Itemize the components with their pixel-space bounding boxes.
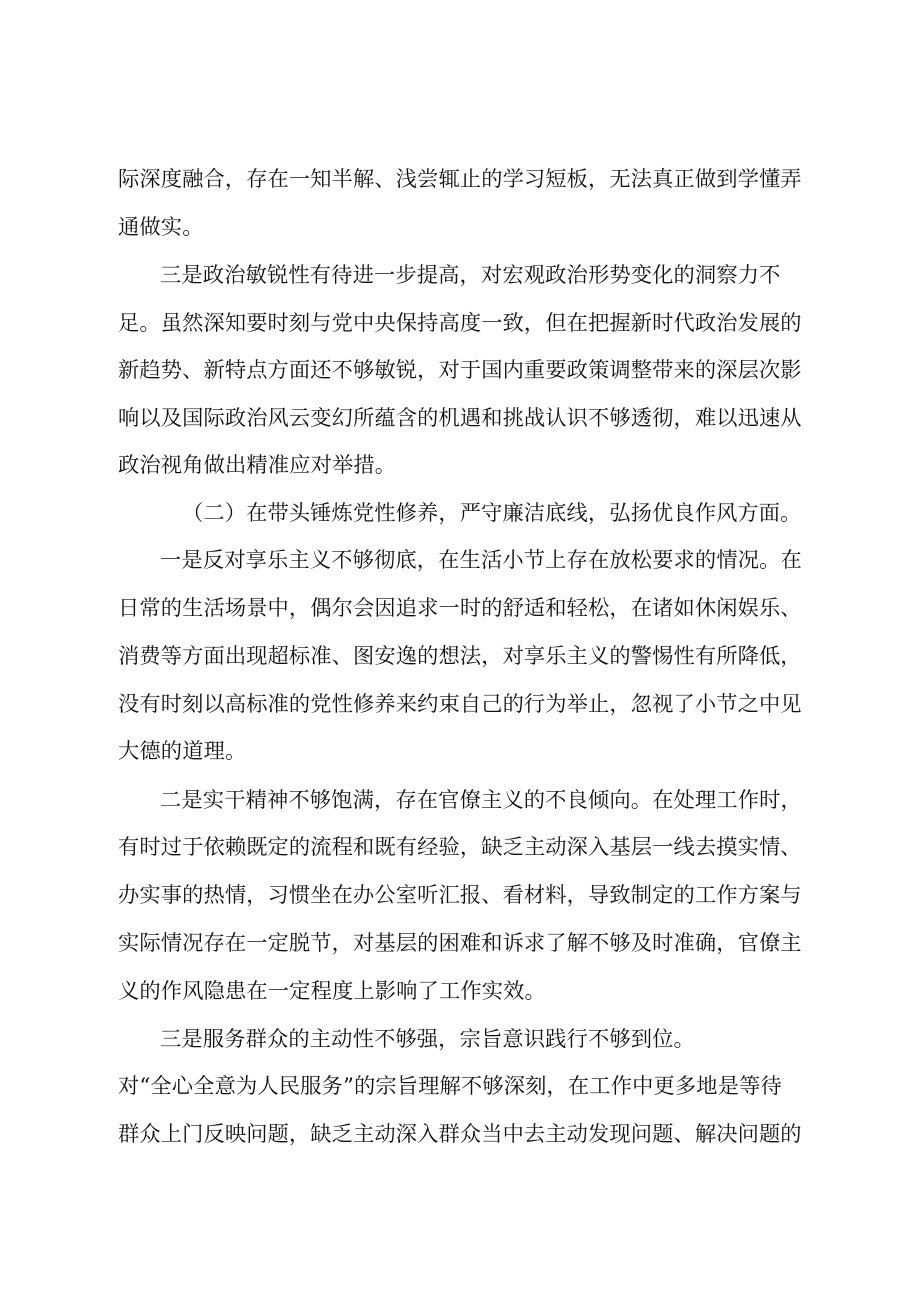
paragraph-bureaucratism-line-1: 二是实干精神不够饱满，存在官僚主义的不良倾向。在处理工作时， xyxy=(160,788,802,813)
paragraph-hedonism-line-3: 消费等方面出现超标准、图安逸的想法，对享乐主义的警惕性有所降低， xyxy=(118,644,802,669)
paragraph-bureaucratism-line-3: 办实事的热情，习惯坐在办公室听汇报、看材料，导致制定的工作方案与 xyxy=(118,883,802,908)
section-heading-party-spirit: （二）在带头锤炼党性修养，严守廉洁底线，弘扬优良作风方面。 xyxy=(182,501,802,526)
paragraph-political-sensitivity-line-5: 政治视角做出精准应对举措。 xyxy=(118,453,397,478)
paragraph-political-sensitivity-line-2: 足。虽然深知要时刻与党中央保持高度一致，但在把握新时代政治发展的 xyxy=(118,311,802,336)
paragraph-serving-masses-line-2: 对“全心全意为人民服务”的宗旨理解不够深刻，在工作中更多地是等待 xyxy=(118,1074,782,1099)
paragraph-bureaucratism-line-5: 义的作风隐患在一定程度上影响了工作实效。 xyxy=(118,979,546,1004)
paragraph-hedonism-line-4: 没有时刻以高标准的党性修养来约束自己的行为举止，忽视了小节之中见 xyxy=(118,692,802,717)
paragraph-continuation-line-2: 通做实。 xyxy=(118,215,204,240)
paragraph-bureaucratism-line-4: 实际情况存在一定脱节，对基层的困难和诉求了解不够及时准确，官僚主 xyxy=(118,931,802,956)
paragraph-hedonism-line-2: 日常的生活场景中，偶尔会因追求一时的舒适和轻松，在诸如休闲娱乐、 xyxy=(118,596,802,621)
paragraph-political-sensitivity-line-1: 三是政治敏锐性有待进一步提高，对宏观政治形势变化的洞察力不 xyxy=(160,263,781,288)
paragraph-political-sensitivity-line-3: 新趋势、新特点方面还不够敏锐，对于国内重要政策调整带来的深层次影 xyxy=(118,358,802,383)
paragraph-serving-masses-line-3: 群众上门反映问题，缺乏主动深入群众当中去主动发现问题、解决问题的 xyxy=(118,1122,802,1147)
paragraph-hedonism-line-1: 一是反对享乐主义不够彻底，在生活小节上存在放松要求的情况。在 xyxy=(160,548,802,573)
paragraph-bureaucratism-line-2: 有时过于依赖既定的流程和既有经验，缺乏主动深入基层一线去摸实情、 xyxy=(118,835,802,860)
paragraph-continuation-line-1: 际深度融合，存在一知半解、浅尝辄止的学习短板，无法真正做到学懂弄 xyxy=(118,167,802,192)
paragraph-political-sensitivity-line-4: 响以及国际政治风云变幻所蕴含的机遇和挑战认识不够透彻，难以迅速从 xyxy=(118,406,802,431)
paragraph-hedonism-line-5: 大德的道理。 xyxy=(118,739,247,764)
paragraph-serving-masses-line-1: 三是服务群众的主动性不够强，宗旨意识践行不够到位。 xyxy=(160,1027,695,1052)
